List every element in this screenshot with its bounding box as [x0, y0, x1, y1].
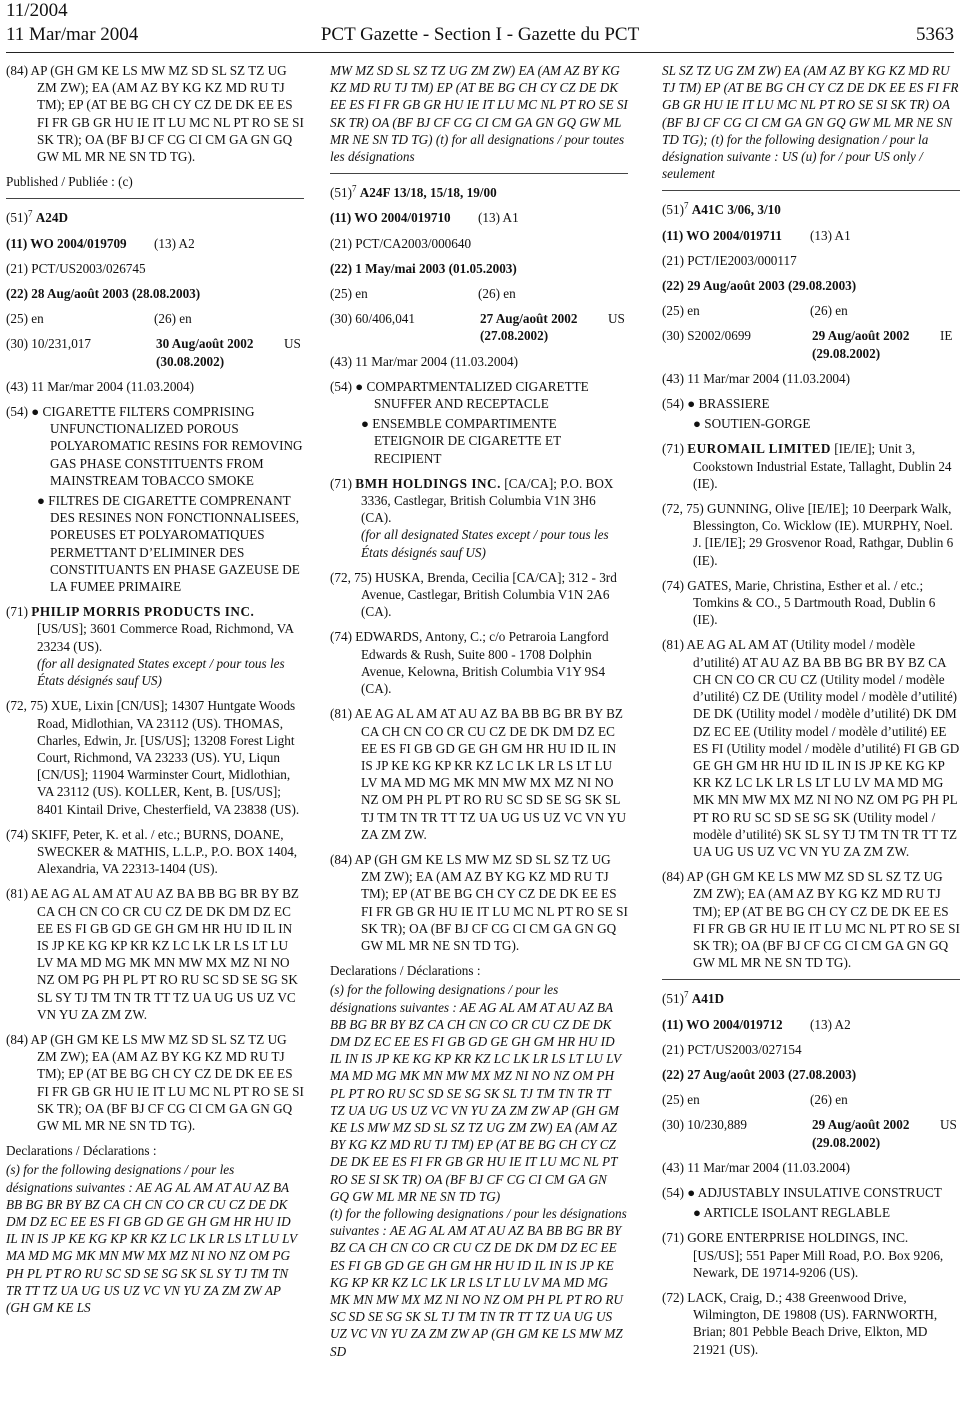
header-rule [6, 52, 954, 53]
field-21: (21) PCT/US2003/027154 [662, 1041, 802, 1057]
field-30-country: IE [940, 328, 953, 344]
title-en: (54) ● ADJUSTABLY INSULATIVE CONSTRUCT [662, 1184, 942, 1200]
field-25: (25) en [330, 286, 368, 302]
field-81: (81) AE AG AL AM AT (Utility model / modèle d’utilité) AT AU AZ BA BB BG BR BY BZ CA CH CN CO CR CU CZ (Utility model / modèle d’utilité) CZ DE (Utility model / modèle d’utilité) DE DK (Utility model / modèle d’utilité) DK DM DZ EC EE (Utility model / modèle d’utilité) EE ES FI (Utility model / modèle d’utilité) FI GB GD GE GH GM HR HU ID IL IN IS JP KE KG KP KR KZ LC LK LR LS LT LU LV MA MD MG MK MN MW MX MZ NI NO NZ OM PG PH PL PT RO RU SC SD SE SG SK (Utility model / modèle d’utilité) SK SL SY TJ TM TN TR TT TZ UA UG US UZ VC VN YU ZA ZM ZW. [662, 637, 960, 859]
field-11-13 [662, 227, 960, 244]
field-25-26 [662, 302, 960, 319]
field-30 [662, 1116, 960, 1150]
field-13: (13) A2 [154, 235, 195, 251]
field-13: (13) A1 [810, 227, 851, 243]
applicant-address: [IE/IE]; Unit 3, Cookstown Industrial Estate, Tallaght, Dublin 24 (IE). [693, 441, 952, 491]
applicant-name: EUROMAIL LIMITED [687, 441, 831, 457]
field-13: (13) A2 [810, 1016, 851, 1032]
published-note: Published / Publiée : (c) [6, 174, 133, 190]
field-21: (21) PCT/CA2003/000640 [330, 235, 472, 251]
field-30-date: 30 Aug/août 2002 (30.08.2002) [156, 336, 254, 369]
field-51-value: A24F 13/18, 15/18, 19/00 [359, 185, 497, 201]
field-25: (25) en [6, 311, 44, 327]
field-84: (84) AP (GH GM KE LS MW MZ SD SL SZ TZ UG ZM ZW); EA (AM AZ BY KG KZ MD RU TJ TM); EP (AT BE BG CH CY CZ DE DK EE ES FI FR GB GR HU IE IT LU MC NL PT RO SE SI SK TR); OA (BF BJ CF CG CI CM GA GN GQ GW ML MR NE SN TD TG). [6, 1031, 304, 1133]
field-72: (72) LACK, Craig, D.; 438 Greenwood Drive, Wilmington, DE 19808 (US). FARNWORTH, Brian; 801 Pebble Beach Drive, Elkton, MD 21921 (US). [662, 1289, 938, 1357]
column-2 [330, 62, 628, 1368]
column-1 [6, 62, 304, 1324]
field-51 [6, 209, 304, 226]
field-30 [6, 335, 304, 369]
field-51 [662, 990, 960, 1007]
field-71: (71) BMH HOLDINGS INC. [CA/CA]; P.O. BOX 3336, Castlegar, British Columbia V1N 3H6 (CA). (for all designated States except / pour tous les États désignés sauf US) [330, 475, 614, 560]
title-fr: ● ARTICLE ISOLANT REGLABLE [693, 1205, 891, 1221]
field-51-label: (51) [662, 202, 684, 218]
title-en: (54) ● COMPARTMENTALIZED CIGARETTE SNUFFER AND RECEPTACLE [330, 378, 589, 412]
field-30-country: US [940, 1117, 957, 1133]
field-43: (43) 11 Mar/mar 2004 (11.03.2004) [662, 1159, 851, 1175]
applicant-address: [CA/CA]; P.O. BOX 3336, Castlegar, British Columbia V1N 3H6 (CA). [361, 475, 614, 526]
declarations-text-t: (t) for the following designations / pour les désignations suivantes : AE AG AL AM AT AU AZ BA BB BG BR BY BZ CA CH CN CO CR CU CZ DE DK DM DZ EC EE ES FI GB GD GE GH GM HR HU ID IL IN IS JP KE KG KP KR KZ LC LK LR LS LT LU LV MA MD MG MK MN MW MX MZ NI NO NZ OM PH PL PT RO RU SC SD SE SG SK SL TJ TM TN TR TT TZ UA UG US UZ VC VN YU ZA ZM ZW AP (GH GM KE LS MW MZ SD [330, 1205, 627, 1359]
field-22: (22) 27 Aug/août 2003 (27.08.2003) [662, 1066, 857, 1082]
field-51-label: (51) [330, 185, 352, 201]
field-30 [662, 327, 960, 361]
field-84: (84) AP (GH GM KE LS MW MZ SD SL SZ TZ UG ZM ZW); EA (AM AZ BY KG KZ MD RU TJ TM); EP (AT BE BG CH CY CZ DE DK EE ES FI FR GB GR HU IE IT LU MC NL PT RO SE SI SK TR); OA (BF BJ CF CG CI CM GA GN GQ GW ML MR NE SN TD TG). [662, 869, 960, 971]
entry-divider [6, 198, 304, 199]
field-30-country: US [284, 336, 301, 352]
entry-divider [662, 190, 960, 191]
field-72: (72, 75) GUNNING, Olive [IE/IE]; 10 Deerpark Walk, Blessington, Co. Wicklow (IE). MURPHY, Noel. J. [IE/IE]; 29 Grosvenor Road, Rathgar, Dublin 6 (IE). [662, 501, 954, 568]
field-51-sup: 7 [351, 183, 357, 194]
field-11: (11) WO 2004/019712 [662, 1016, 783, 1032]
field-51-value: A41C 3/06, 3/10 [691, 202, 781, 218]
column-3 [662, 62, 960, 1366]
applicant-note: (for all designated States except / pour tous les États désignés sauf US) [37, 655, 285, 689]
field-13: (13) A1 [478, 210, 519, 226]
field-51-value: A24D [35, 210, 69, 226]
title-fr: ● FILTRES DE CIGARETTE COMPRENANT DES RESINES NON FONCTIONNALISEES, POREUSES ET POLYAROMATIQUES PERMETTANT D’ELIMINER DES CONSTITUANTS EN PHASE GAZEUSE DE LA FUMEE PRIMAIRE [37, 493, 300, 595]
declarations-text-s: (s) for the following designations / pour les désignations suivantes : AE AG AL AM AT AU AZ BA BB BG BR BY BZ CA CH CN CO CR CU CZ DE DK DM DZ EC EE ES FI GB GD GE GH GM HR HU ID IL IN IS JP KE KG KP KR KZ LC LK LR LS LT LU LV MA MD MG MK MN MW MX MZ NI NO NZ OM PH PL PT RO RU SC SD SE SG SK SL TJ TM TN TR TT TZ UA UG US UZ VC VN YU ZA ZM ZW AP (GH GM KE LS MW MZ SD SL SZ TZ UG ZM ZW) EA (AM AZ BY KG KZ MD RU TJ TM) EP (AT BE BG CH CY CZ DE DK EE ES FI FR GB GR HU IE IT LU MC NL PT RO SE SI SK TR) OA (BF BJ CF CG CI CM GA GN GQ GW ML MR NE SN TD TG) [330, 982, 621, 1204]
title-fr: ● SOUTIEN-GORGE [693, 416, 811, 432]
field-51-sup: 7 [683, 989, 689, 1000]
applicant-note: (for all designated States except / pour tous les États désignés sauf US) [361, 527, 609, 560]
field-81: (81) AE AG AL AM AT AU AZ BA BB BG BR BY BZ CA CH CN CO CR CU CZ DE DK DM DZ EC EE ES FI GB GD GE GH GM HR HU ID IL IN IS JP KE KG KP KR KZ LC LK LR LS LT LU LV MA MD MG MK MN MW MX MZ NI NO NZ OM PG PH PL PT RO RU SC SD SE SG SK SL SY TJ TM TN TR TT TZ UA UG US UZ VC VN YU ZA ZM ZW. [6, 886, 299, 1022]
field-30 [330, 310, 628, 344]
field-11-13 [6, 235, 304, 252]
applicant-name: PHILIP MORRIS PRODUCTS INC. [31, 604, 255, 620]
title-fr: ● ENSEMBLE COMPARTIMENTE ETEIGNOIR DE CIGARETTE ET RECIPIENT [361, 416, 561, 466]
field-71: (71) PHILIP MORRIS PRODUCTS INC. [US/US]; 3601 Commerce Road, Richmond, VA 23234 (US). (for all designated States except / pour tous les États désignés sauf US) [6, 604, 294, 689]
field-25: (25) en [662, 303, 700, 319]
declarations-label: Declarations / Déclarations : [6, 1143, 157, 1159]
field-74: (74) EDWARDS, Antony, C.; c/o Petraroia Langford Edwards & Rush, Suite 800 - 1708 Dolphin Avenue, Kelowna, British Columbia V1Y 9S4 (CA). [330, 629, 609, 697]
entry-divider [662, 979, 960, 980]
field-30-number: (30) 10/230,889 [662, 1117, 747, 1133]
applicant-name: BMH HOLDINGS INC. [355, 475, 501, 491]
field-22: (22) 28 Aug/août 2003 (28.08.2003) [6, 286, 201, 302]
designations-continued: MW MZ SD SL SZ TZ UG ZM ZW) EA (AM AZ BY KG KZ MD RU TJ TM) EP (AT BE BG CH CY CZ DE DK EE ES FI FR GB GR HU IE IT LU MC NL PT RO SE SI SK TR) OA (BF BJ CF CG CI CM GA GN GQ GW ML MR NE SN TD TG) (t) for all designations / pour toutes les désignations [330, 63, 628, 165]
field-72: (72, 75) HUSKA, Brenda, Cecilia [CA/CA]; 312 - 3rd Avenue, Castlegar, British Columbia V1N 2A6 (CA). [330, 569, 617, 620]
field-25-26 [6, 310, 304, 327]
field-30-number: (30) 60/406,041 [330, 311, 415, 327]
field-72: (72, 75) XUE, Lixin [CN/US]; 14307 Huntgate Woods Road, Midlothian, VA 23112 (US). THOMAS, Charles, Edwin, Jr. [US/US]; 13208 Forest Light Court, Richmond, VA 23233 (US). YU, Liqun [CN/US]; 11904 Warminster Court, Midlothian, VA 23112 (US). KOLLER, Kent, B. [US/US]; 8401 Kintail Drive, Chesterfield, VA 23838 (US). [6, 698, 300, 817]
field-51-label: (51) [662, 991, 684, 1007]
field-51-sup: 7 [683, 201, 689, 212]
field-51 [662, 201, 960, 218]
gazette-title: PCT Gazette - Section I - Gazette du PCT [320, 24, 640, 45]
issue-date: 11 Mar/mar 2004 [6, 24, 139, 45]
entry-divider [330, 173, 628, 174]
field-51 [330, 184, 628, 201]
field-26: (26) en [478, 286, 516, 302]
field-25-26 [330, 285, 628, 302]
field-30-number: (30) 10/231,017 [6, 336, 91, 352]
field-11-13 [330, 209, 628, 226]
applicant-address: [US/US]; 3601 Commerce Road, Richmond, VA 23234 (US). [37, 621, 294, 654]
page-number: 5363 [916, 24, 954, 45]
field-81: (81) AE AG AL AM AT AU AZ BA BB BG BR BY BZ CA CH CN CO CR CU CZ DE DK DM DZ EC EE ES FI GB GD GE GH GM HR HU ID IL IN IS JP KE KG KP KR KZ LC LK LR LS LT LU LV MA MD MG MK MN MW MX MZ NI NO NZ OM PH PL PT RO RU SC SD SE SG SK SL TJ TM TN TR TT TZ UA UG US UZ VC VN YU ZA ZM ZW. [330, 706, 627, 842]
field-11: (11) WO 2004/019709 [6, 235, 127, 251]
field-51-label: (51) [6, 210, 28, 226]
field-71: (71) EUROMAIL LIMITED [IE/IE]; Unit 3, Cookstown Industrial Estate, Tallaght, Dublin 24 (IE). [662, 441, 952, 491]
field-30-date: 27 Aug/août 2002 (27.08.2002) [480, 311, 578, 344]
field-21: (21) PCT/US2003/026745 [6, 260, 146, 276]
field-30-number: (30) S2002/0699 [662, 328, 752, 344]
field-30-country: US [608, 311, 625, 327]
field-26: (26) en [154, 311, 192, 327]
issue-number: 11/2004 [6, 0, 68, 21]
field-74: (74) GATES, Marie, Christina, Esther et al. / etc.; Tomkins & CO., 5 Dartmouth Road, Dublin 6 (IE). [662, 577, 936, 628]
field-11-13 [662, 1016, 960, 1033]
field-26: (26) en [810, 1092, 848, 1108]
field-51-value: A41D [691, 991, 725, 1007]
title-en: (54) ● CIGARETTE FILTERS COMPRISING UNFUNCTIONALIZED POROUS POLYAROMATIC RESINS FOR REMOVING GAS PHASE CONSTITUENTS FROM MAINSTREAM TOBACCO SMOKE [6, 404, 303, 488]
page-header [6, 0, 954, 50]
field-11: (11) WO 2004/019710 [330, 210, 451, 226]
field-43: (43) 11 Mar/mar 2004 (11.03.2004) [662, 370, 851, 386]
field-22: (22) 1 May/mai 2003 (01.05.2003) [330, 260, 517, 276]
field-30-date: 29 Aug/août 2002 (29.08.2002) [812, 1117, 910, 1150]
field-84: (84) AP (GH GM KE LS MW MZ SD SL SZ TZ UG ZM ZW); EA (AM AZ BY KG KZ MD RU TJ TM); EP (AT BE BG CH CY CZ DE DK EE ES FI FR GB GR HU IE IT LU MC NL PT RO SE SI SK TR); OA (BF BJ CF CG CI CM GA GN GQ GW ML MR NE SN TD TG). [330, 851, 628, 953]
field-30-date: 29 Aug/août 2002 (29.08.2002) [812, 328, 910, 361]
field-22: (22) 29 Aug/août 2003 (29.08.2003) [662, 278, 857, 294]
field-11: (11) WO 2004/019711 [662, 227, 782, 243]
field-21: (21) PCT/IE2003/000117 [662, 252, 797, 268]
title-en: (54) ● BRASSIERE [662, 396, 770, 412]
field-25: (25) en [662, 1092, 700, 1108]
field-26: (26) en [810, 303, 848, 319]
field-74: (74) SKIFF, Peter, K. et al. / etc.; BURNS, DOANE, SWECKER & MATHIS, L.L.P., P.O. BOX 1404, Alexandria, VA 22313-1404 (US). [6, 826, 298, 877]
field-25-26 [662, 1091, 960, 1108]
declarations-text: (s) for the following designations / pour les désignations suivantes : AE AG AL AM AT AU AZ BA BB BG BR BY BZ CA CH CN CO CR CU CZ DE DK DM DZ EC EE ES FI GB GD GE GH GM HR HU ID IL IN IS JP KE KG KP KR KZ LC LK LR LS LT LU LV MA MD MG MK MN MW MX MZ NI NO NZ OM PG PH PL PT RO RU SC SD SE SG SK SL SY TJ TM TN TR TT TZ UA UG US UZ VC VN YU ZA ZM ZW AP (GH GM KE LS [6, 1162, 297, 1315]
entry-84: (84) AP (GH GM KE LS MW MZ SD SL SZ TZ UG ZM ZW); EA (AM AZ BY KG KZ MD RU TJ TM); EP (AT BE BG CH CY CZ DE DK EE ES FI FR GB GR HU IE IT LU MC NL PT RO SE SI SK TR); OA (BF BJ CF CG CI CM GA GN GQ GW ML MR NE SN TD TG). [6, 63, 304, 165]
designations-continued: SL SZ TZ UG ZM ZW) EA (AM AZ BY KG KZ MD RU TJ TM) EP (AT BE BG CH CY CZ DE DK EE ES FI FR GB GR HU IE IT LU MC NL PT RO SE SI SK TR) OA (BF BJ CF CG CI CM GA GN GQ GW ML MR NE SN TD TG); (t) for the following designation / pour la désignation suivante : US (u) for / pour US only / seulement [662, 63, 959, 182]
field-71: (71) GORE ENTERPRISE HOLDINGS, INC. [US/US]; 551 Paper Mill Road, P.O. Box 9206, Newark, DE 19714-9206 (US). [662, 1230, 944, 1280]
field-51-sup: 7 [27, 209, 33, 220]
declarations-label: Declarations / Déclarations : [330, 963, 481, 979]
field-43: (43) 11 Mar/mar 2004 (11.03.2004) [6, 378, 195, 394]
field-43: (43) 11 Mar/mar 2004 (11.03.2004) [330, 353, 519, 369]
